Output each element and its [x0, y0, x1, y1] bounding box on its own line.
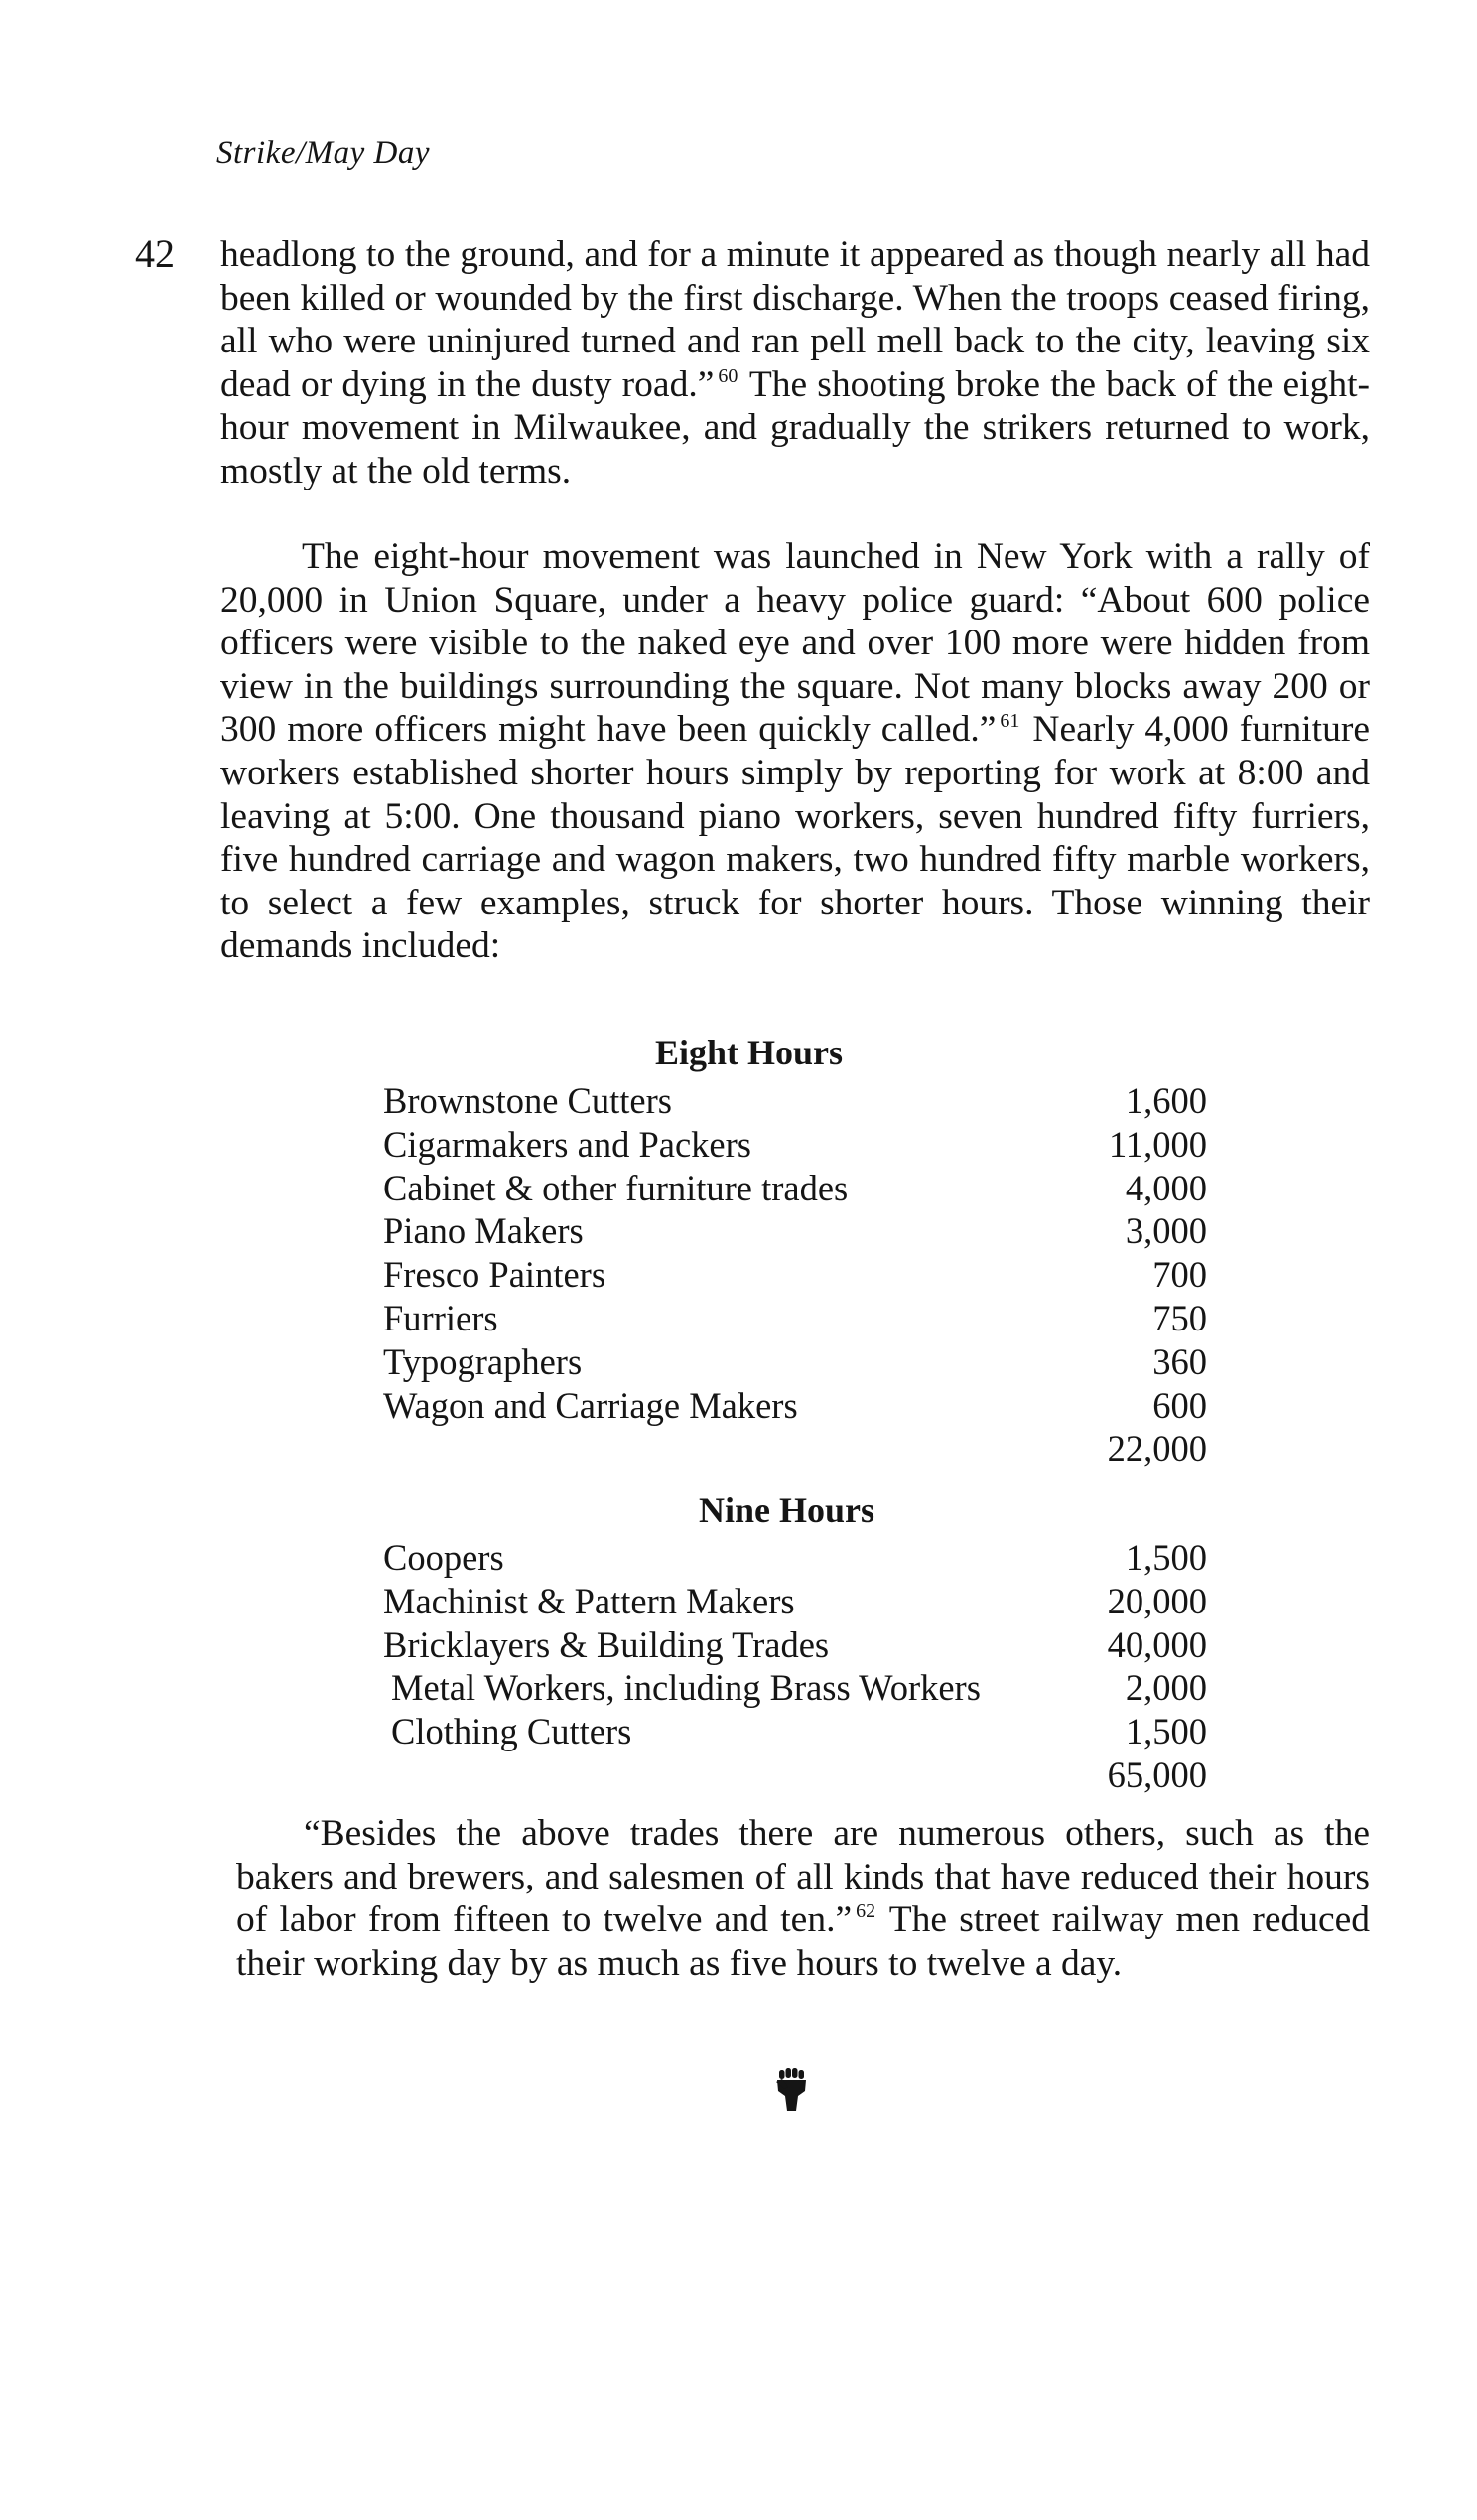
trade-name: Machinist & Pattern Makers — [383, 1580, 795, 1621]
trade-name: Coopers — [383, 1537, 504, 1578]
trade-count: 3,000 — [1125, 1210, 1207, 1252]
trade-count: 11,000 — [1108, 1123, 1207, 1165]
table-row — [383, 1253, 1207, 1297]
table-row — [383, 1580, 1207, 1623]
trade-name: Clothing Cutters — [391, 1711, 632, 1752]
trade-count: 700 — [1152, 1254, 1207, 1296]
paragraph-1-text-a: headlong to the ground, and for a minute it appeared as though nearly all had been killed or wounded by the first discharge. When the troops ceased firing, all who were uninjured turned and ran pell mell back to the city, leaving six dead or dying in the dusty road.” — [220, 234, 1370, 405]
nine-hours-heading: Nine Hours — [699, 1490, 875, 1530]
table-row — [383, 1123, 1207, 1167]
trade-count: 20,000 — [1107, 1580, 1207, 1621]
trade-count: 1,600 — [1125, 1080, 1207, 1121]
table-row — [383, 1710, 1207, 1753]
table-row — [383, 1384, 1207, 1428]
paragraph-2 — [220, 535, 1370, 968]
trade-count: 2,000 — [1125, 1667, 1207, 1709]
trade-count: 1,500 — [1125, 1711, 1207, 1752]
nine-hours-total: 65,000 — [1107, 1753, 1207, 1795]
paragraph-1 — [220, 233, 1370, 493]
table-row — [383, 1079, 1207, 1123]
eight-hours-total: 22,000 — [1107, 1428, 1207, 1470]
footnote-ref-61: 61 — [1000, 710, 1020, 733]
trade-count: 4,000 — [1125, 1167, 1207, 1208]
paragraph-2-text-b: Nearly 4,000 furniture workers established shorter hours simply by reporting for work at 8:00 and leaving at 5:00. One thousand piano workers, seven hundred fifty furriers, five hundred carriage and wagon makers, two hundred fifty marble workers, to select a few examples, struck for shorter hours. Those winning their demands included: — [220, 709, 1370, 967]
eight-hours-table — [383, 1079, 1207, 1470]
trade-count: 1,500 — [1125, 1537, 1207, 1578]
trade-count: 750 — [1152, 1297, 1207, 1338]
trade-name: Cabinet & other furniture trades — [383, 1167, 849, 1208]
total-row — [383, 1753, 1207, 1797]
nine-hours-table — [383, 1536, 1207, 1797]
table-row — [383, 1666, 1207, 1710]
eight-hours-heading: Eight Hours — [655, 1033, 844, 1072]
trade-name: Furriers — [383, 1297, 498, 1338]
trade-name: Typographers — [383, 1340, 583, 1382]
trade-name: Brownstone Cutters — [383, 1080, 672, 1121]
trade-count: 360 — [1152, 1340, 1207, 1382]
table-row — [383, 1536, 1207, 1580]
table-row — [383, 1167, 1207, 1210]
trade-name: Cigarmakers and Packers — [383, 1123, 751, 1165]
trade-name: Piano Makers — [383, 1210, 584, 1252]
trade-count: 600 — [1152, 1384, 1207, 1426]
table-row — [383, 1623, 1207, 1667]
table-row — [383, 1297, 1207, 1340]
trade-name: Fresco Painters — [383, 1254, 606, 1296]
page-number: 42 — [135, 231, 175, 276]
raised-fist-icon — [774, 2067, 810, 2117]
paragraph-2-text-a: The eight-hour movement was launched in New York with a rally of 20,000 in Union Square, under a heavy police guard: “About 600 police officers were visible to the naked eye and over 100 more were hidden from view in the buildings surrounding the square. Not many blocks away 200 or 300 more officers might have been quickly called.” — [220, 536, 1370, 751]
paragraph-3-text-a: “Besides the above trades there are numerous others, such as the bakers and brewers, and salesmen of all kinds that have reduced their hours of labor from fifteen to twelve and ten.” — [236, 1813, 1370, 1941]
trade-name: Wagon and Carriage Makers — [383, 1384, 798, 1426]
paragraph-3 — [236, 1812, 1370, 1985]
table-row — [383, 1340, 1207, 1384]
table-row — [383, 1209, 1207, 1253]
running-head: Strike/May Day — [216, 135, 431, 171]
trade-name: Metal Workers, including Brass Workers — [391, 1667, 981, 1709]
trade-name: Bricklayers & Building Trades — [383, 1623, 830, 1665]
paragraph-1-text-b: The shooting broke the back of the eight-hour movement in Milwaukee, and gradually the strikers returned to work, mostly at the old terms. — [220, 363, 1370, 491]
trade-count: 40,000 — [1107, 1623, 1207, 1665]
footnote-ref-60: 60 — [718, 364, 738, 387]
footnote-ref-62: 62 — [856, 1900, 876, 1923]
total-row — [383, 1427, 1207, 1470]
paragraph-3-text-b: The street railway men reduced their working day by as much as five hours to twelve a day. — [236, 1899, 1371, 1984]
